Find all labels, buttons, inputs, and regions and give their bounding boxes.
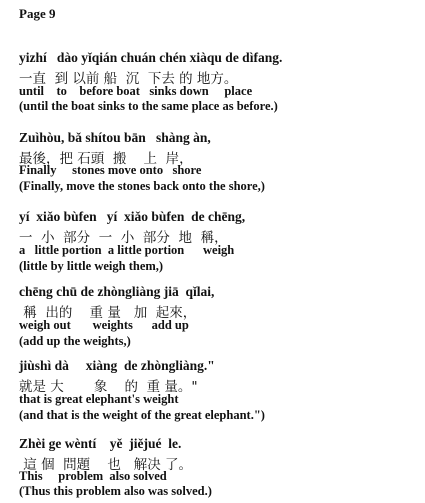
gloss-line-5: that is great elephant's weight (19, 392, 179, 406)
gloss-line-2: Finally stones move onto shore (19, 163, 202, 177)
hanzi-line-2: 最後，把 石頭 搬 上 岸， (19, 151, 193, 167)
gloss-line-1: until to before boat sinks down place (19, 84, 253, 98)
pinyin-line-6: Zhèi ge wèntí yě jiějué le. (19, 436, 182, 451)
hanzi-line-5: 就是 大 象 的 重 量。" (19, 379, 198, 395)
gloss-line-6: This problem also solved (19, 469, 167, 483)
pinyin-line-2: Zuìhòu, bǎ shítou bān shàng àn, (19, 130, 211, 145)
pinyin-line-3: yí xiǎo bùfen yí xiǎo bùfen de chēng, (19, 209, 246, 224)
pinyin-line-4: chēng chū de zhòngliàng jiā qǐlai, (19, 284, 215, 299)
hanzi-line-4: 稱 出的 重 量 加 起來， (19, 305, 197, 321)
gloss-line-3: a little portion a little portion weigh (19, 243, 235, 257)
pinyin-line-5: jiùshì dà xiàng de zhòngliàng." (19, 358, 215, 373)
gloss-line-4: weigh out weights add up (19, 318, 189, 332)
hanzi-line-6: 這 個 問題 也 解决 了。 (19, 457, 192, 473)
pinyin-line-1: yizhí dào yǐqián chuán chén xiàqu de dìfang. (19, 50, 283, 65)
translation-line-3: (little by little weigh them,) (19, 259, 164, 273)
hanzi-line-3: 一 小 部分 一 小 部分 地 稱， (19, 230, 228, 246)
hanzi-line-1: 一直 到 以前 船 沉 下去 的 地方。 (19, 71, 238, 87)
translation-line-6: (Thus this problem also was solved.) (19, 484, 212, 498)
translation-line-1: (until the boat sinks to the same place as before.) (19, 99, 278, 113)
page-number: Page 9 (19, 6, 56, 21)
translation-line-4: (add up the weights,) (19, 334, 131, 348)
translation-line-2: (Finally, move the stones back onto the shore,) (19, 179, 265, 193)
translation-line-5: (and that is the weight of the great elephant.") (19, 408, 265, 422)
